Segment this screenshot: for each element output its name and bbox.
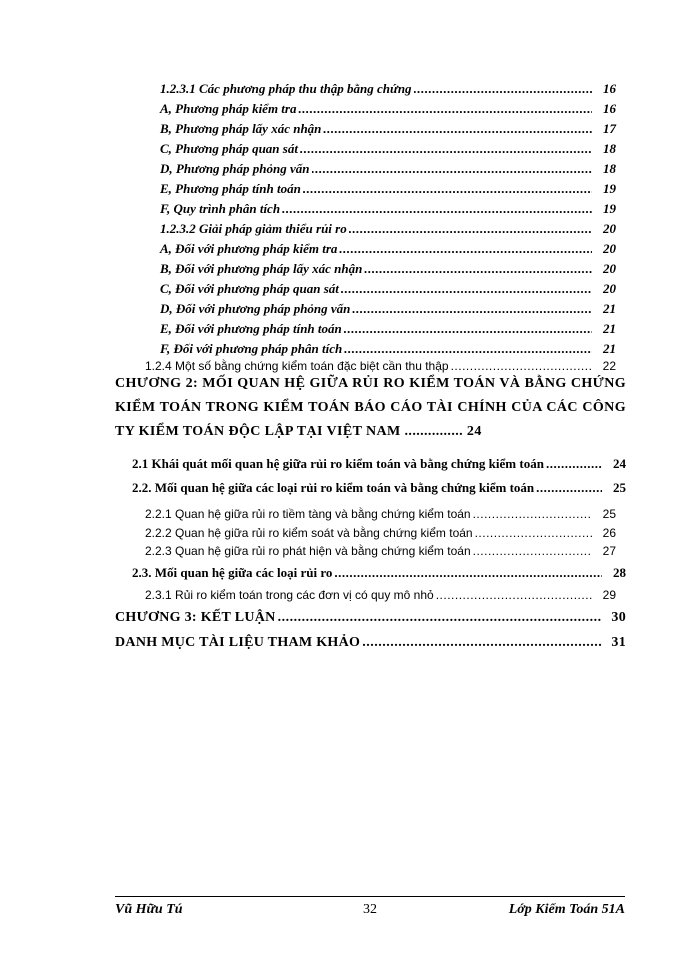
toc-entry-title: 1.2.4 Một số bằng chứng kiểm toán đặc biệt cần thu thập [145, 359, 449, 373]
toc-entry-page: 26 [602, 526, 616, 540]
toc-entry-title: A, Phương pháp kiểm tra [160, 101, 297, 116]
toc-entry-page: 25 [602, 507, 616, 521]
toc-entry-title: C, Phương pháp quan sát [160, 141, 298, 156]
toc-entry-title: B, Đối với phương pháp lấy xác nhận [160, 261, 363, 276]
toc-entry-page: 30 [611, 610, 626, 625]
toc-entry [160, 300, 616, 317]
toc-entry-page: 20 [603, 221, 616, 236]
toc-entry-page: 25 [613, 480, 626, 495]
toc-entry-page: 20 [603, 261, 616, 276]
toc-entry-page: 18 [603, 141, 616, 156]
toc-entry-title: 1.2.3.2 Giải pháp giảm thiểu rủi ro [160, 221, 347, 236]
toc-entry [160, 160, 616, 177]
toc-entry-title: D, Đối với phương pháp phỏng vấn [160, 301, 351, 316]
toc-entry-page: 31 [611, 635, 626, 650]
toc-entry [160, 120, 616, 137]
toc-entry-title: E, Đối với phương pháp tính toán [160, 321, 342, 336]
toc-entry-page: 16 [603, 101, 616, 116]
toc-entry-title: 2.3.1 Rủi ro kiểm toán trong các đơn vị có quy mô nhỏ [145, 588, 434, 602]
toc-entry-page: 17 [603, 121, 616, 136]
toc-entry [145, 543, 616, 560]
toc-entry-title: F, Đối với phương pháp phân tích [160, 341, 343, 356]
toc-entry [160, 220, 616, 237]
toc-entry [115, 609, 626, 626]
toc-entry [160, 240, 616, 257]
footer-divider [115, 896, 625, 897]
toc-entry [132, 455, 626, 472]
toc-entry [145, 525, 616, 542]
toc-entry-page: 16 [603, 81, 616, 96]
toc-entry [160, 260, 616, 277]
chapter-2-title: CHƯƠNG 2: MỐI QUAN HỆ GIỮA RỦI RO KIỂM TOÁN VÀ BẰNG CHỨNG KIỂM TOÁN TRONG KIỂM TOÁN BÁO CÁO TÀI CHÍNH CỦA CÁC CÔNG TY KIỂM TOÁN ĐỘC LẬP TẠI VIỆT NAM [115, 376, 626, 439]
toc-entry [132, 564, 626, 581]
toc-entry [145, 587, 616, 604]
toc-entry-page: 21 [603, 321, 616, 336]
toc-entry-title: A, Đối với phương pháp kiểm tra [160, 241, 338, 256]
toc-entry-page: 20 [603, 241, 616, 256]
toc-entry-title: 2.3. Mối quan hệ giữa các loại rủi ro [132, 565, 333, 580]
toc-entry-title: CHƯƠNG 3: KẾT LUẬN [115, 610, 276, 625]
toc-entry [160, 100, 616, 117]
toc-entry [160, 180, 616, 197]
toc-entry [132, 479, 626, 496]
toc-entry-page: 27 [602, 544, 616, 558]
toc-entry-page: 22 [602, 359, 616, 373]
footer-class-name: Lớp Kiểm Toán 51A [508, 902, 625, 917]
toc-entry-page: 19 [603, 201, 616, 216]
toc-entry-title: C, Đối với phương pháp quan sát [160, 281, 339, 296]
toc-entry-title: 2.2.1 Quan hệ giữa rủi ro tiềm tàng và bằng chứng kiểm toán [145, 507, 471, 521]
toc-entry [160, 280, 616, 297]
chapter-2-page: 24 [466, 424, 482, 439]
toc-entry-page: 28 [613, 565, 626, 580]
toc-entry-page: 21 [603, 301, 616, 316]
toc-entry-page: 18 [603, 161, 616, 176]
chapter-2-heading: CHƯƠNG 2: MỐI QUAN HỆ GIỮA RỦI RO KIỂM TOÁN VÀ BẰNG CHỨNG KIỂM TOÁN TRONG KIỂM TOÁN BÁO CÁO TÀI CHÍNH CỦA CÁC CÔNG TY KIỂM TOÁN ĐỘC LẬP TẠI VIỆT NAM ............... 24 [115, 376, 626, 439]
toc-entry [115, 634, 626, 651]
toc-entry-page: 19 [603, 181, 616, 196]
toc-entry [160, 320, 616, 337]
toc-entry [160, 80, 616, 97]
footer-author: Vũ Hữu Tú [115, 902, 183, 917]
toc-entry [160, 340, 616, 357]
toc-entry-title: 2.2.3 Quan hệ giữa rủi ro phát hiện và bằng chứng kiểm toán [145, 544, 471, 558]
toc-entry-page: 21 [603, 341, 616, 356]
toc-entry-title: 2.1 Khái quát mối quan hệ giữa rủi ro kiểm toán và bằng chứng kiểm toán [132, 456, 544, 471]
footer-page-number: 32 [363, 902, 377, 917]
toc-entry [160, 200, 616, 217]
toc-entry-title: E, Phương pháp tính toán [160, 181, 301, 196]
toc-entry-page: 29 [602, 588, 616, 602]
toc-entry-title: F, Quy trình phân tích [160, 201, 281, 216]
toc-entry-title: D, Phương pháp phỏng vấn [160, 161, 310, 176]
toc-entry [160, 140, 616, 157]
toc-entry-title: 2.2. Mối quan hệ giữa các loại rủi ro kiểm toán và bằng chứng kiểm toán [132, 480, 535, 495]
toc-entry-page: 20 [603, 281, 616, 296]
toc-entry-title: 1.2.3.1 Các phương pháp thu thập bằng chứng [160, 81, 412, 96]
toc-entry-title: B, Phương pháp lấy xác nhận [160, 121, 322, 136]
toc-entry [145, 506, 616, 523]
toc-entry-page: 24 [613, 456, 626, 471]
toc-entry-title: DANH MỤC TÀI LIỆU THAM KHẢO [115, 635, 361, 650]
toc-entry-title: 2.2.2 Quan hệ giữa rủi ro kiểm soát và bằng chứng kiểm toán [145, 526, 473, 540]
